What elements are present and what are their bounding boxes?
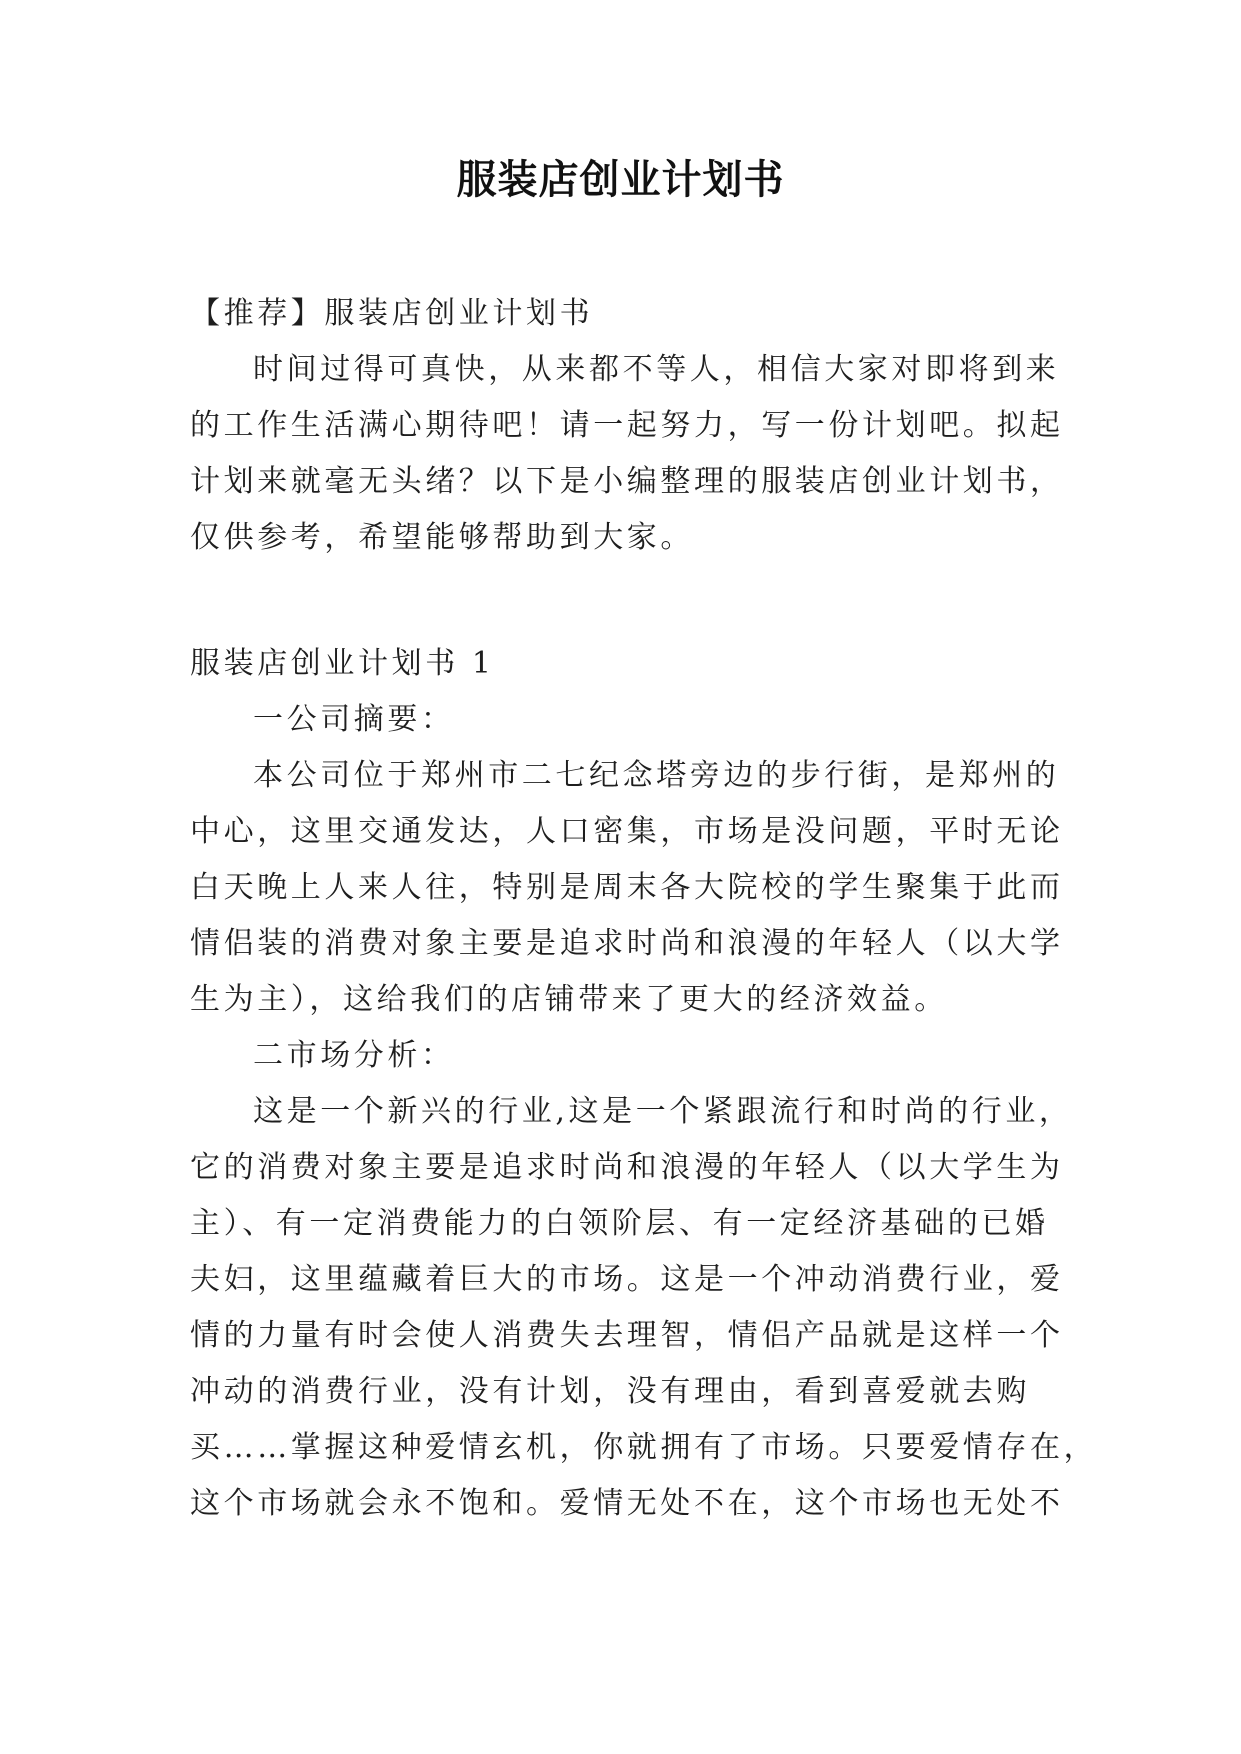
market-line-1: 这是一个新兴的行业,这是一个紧跟流行和时尚的行业， [253,1094,1073,1129]
market-line-4: 夫妇，这里蕴藏着巨大的市场。这是一个冲动消费行业，爱 [190,1262,1064,1297]
market-line-8: 这个市场就会永不饱和。爱情无处不在，这个市场也无处不 [190,1486,1064,1521]
intro-line-2: 的工作生活满心期待吧！请一起努力，写一份计划吧。拟起 [190,408,1064,443]
market-line-6: 冲动的消费行业，没有计划，没有理由，看到喜爱就去购 [190,1374,1030,1409]
document-title: 服装店创业计划书 [456,156,785,203]
market-line-5: 情的力量有时会使人消费失去理智，情侣产品就是这样一个 [190,1318,1064,1353]
market-line-7: 买……掌握这种爱情玄机，你就拥有了市场。只要爱情存在， [190,1430,1098,1465]
summary-line-2: 中心，这里交通发达，人口密集，市场是没问题，平时无论 [190,814,1064,849]
market-line-2: 它的消费对象主要是追求时尚和浪漫的年轻人（以大学生为 [190,1150,1064,1185]
subheading-company-summary: 一公司摘要： [253,702,455,737]
section-heading-1: 服装店创业计划书 1 [190,646,495,681]
summary-line-5: 生为主），这给我们的店铺带来了更大的经济效益。 [190,982,948,1017]
recommend-heading: 【推荐】服装店创业计划书 [190,296,594,331]
intro-line-4: 仅供参考，希望能够帮助到大家。 [190,520,694,555]
summary-line-1: 本公司位于郑州市二七纪念塔旁边的步行街，是郑州的 [253,758,1060,793]
summary-line-3: 白天晚上人来人往，特别是周末各大院校的学生聚集于此而 [190,870,1064,905]
intro-line-3: 计划来就毫无头绪？以下是小编整理的服装店创业计划书， [190,464,1064,499]
summary-line-4: 情侣装的消费对象主要是追求时尚和浪漫的年轻人（以大学 [190,926,1064,961]
market-line-3: 主）、有一定消费能力的白领阶层、有一定经济基础的已婚 [190,1206,1049,1241]
subheading-market-analysis: 二市场分析： [253,1038,455,1073]
intro-line-1: 时间过得可真快，从来都不等人，相信大家对即将到来 [253,352,1060,387]
